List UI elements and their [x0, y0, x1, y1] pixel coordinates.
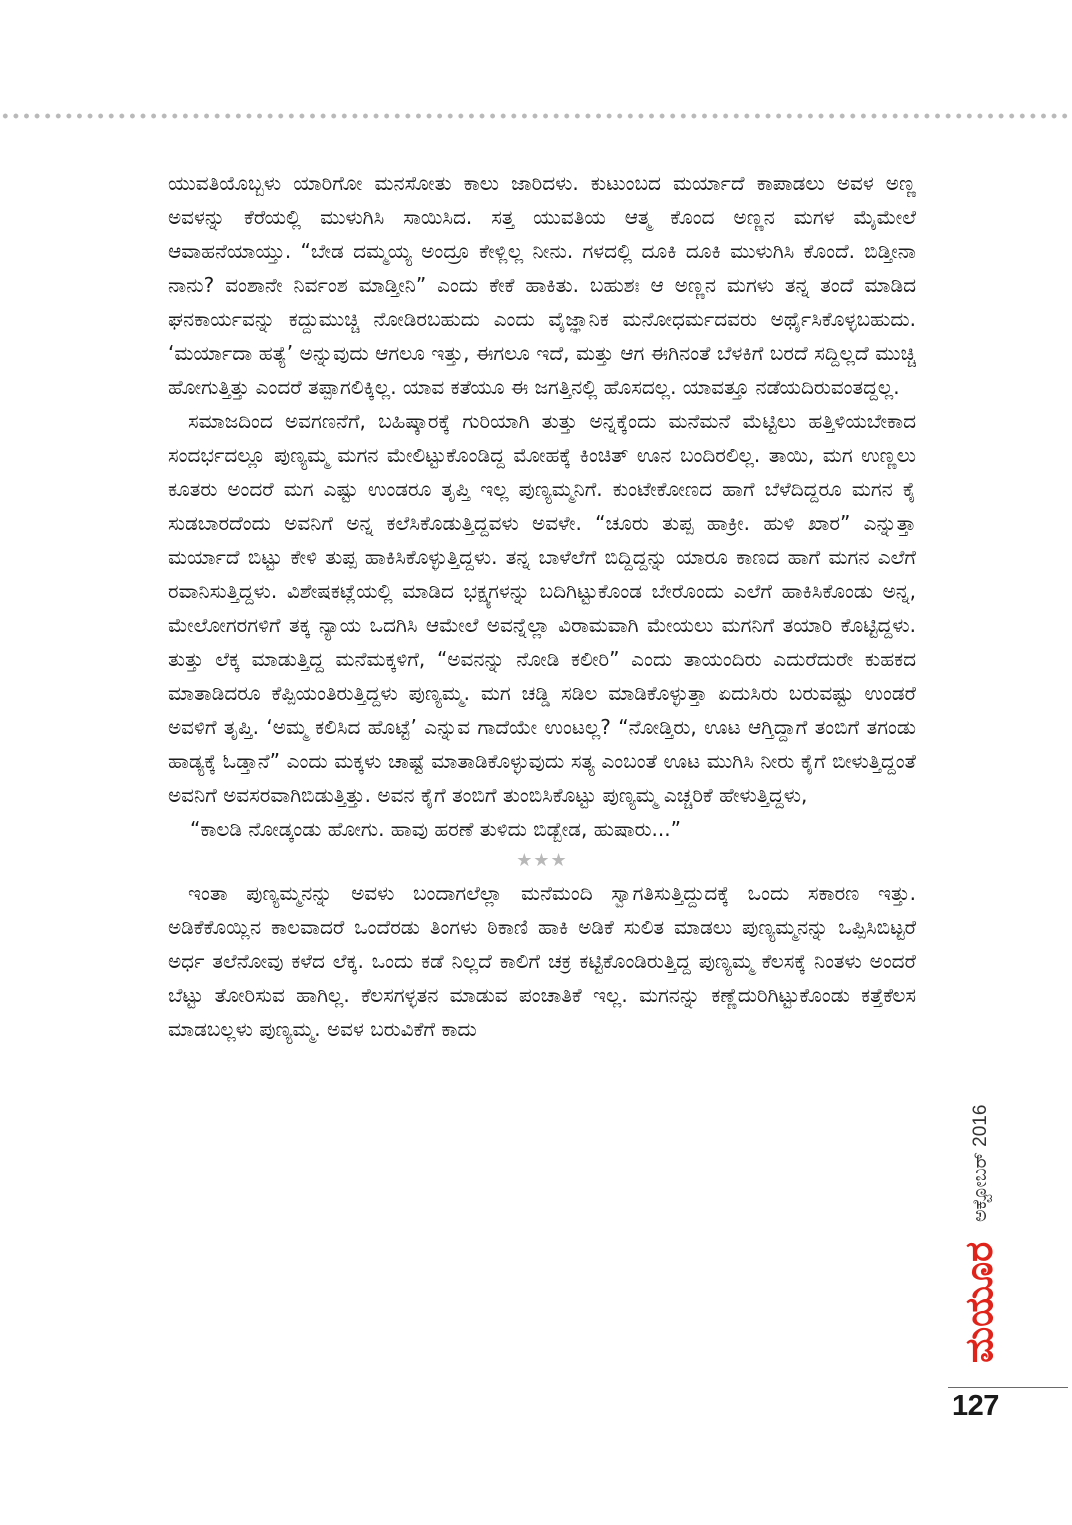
paragraph-1: ಯುವತಿಯೊಬ್ಬಳು ಯಾರಿಗೋ ಮನಸೋತು ಕಾಲು ಜಾರಿದಳು. ಕುಟುಂಬದ ಮರ್ಯಾದೆ ಕಾಪಾಡಲು ಅವಳ ಅಣ್ಣ ಅವಳನ್ನು ಕೆರೆಯಲ್ಲಿ ಮುಳುಗಿಸಿ ಸಾಯಿಸಿದ. ಸತ್ತ ಯುವತಿಯ ಆತ್ಮ ಕೊಂದ ಅಣ್ಣನ ಮಗಳ ಮೈಮೇಲೆ ಆವಾಹನೆಯಾಯ್ತು. “ಬೇಡ ದಮ್ಮಯ್ಯ ಅಂದ್ರೂ ಕೇಳ್ಲಿಲ್ಲ ನೀನು. ಗಳದಲ್ಲಿ ದೂಕಿ ದೂಕಿ ಮುಳುಗಿಸಿ ಕೊಂದೆ. ಬಿಡ್ತೀನಾ ನಾನು? ವಂಶಾನೇ ನಿರ್ವಂಶ ಮಾಡ್ತೀನಿ” ಎಂದು ಕೇಕೆ ಹಾಕಿತು. ಬಹುಶಃ ಆ ಅಣ್ಣನ ಮಗಳು ತನ್ನ ತಂದೆ ಮಾಡಿದ ಘನಕಾರ್ಯವನ್ನು ಕದ್ದುಮುಚ್ಚಿ ನೋಡಿರಬಹುದು ಎಂದು ವೈಜ್ಞಾನಿಕ ಮನೋಧರ್ಮದವರು ಅರ್ಥೈಸಿಕೊಳ್ಳಬಹುದು. ‘ಮರ್ಯಾದಾ ಹತ್ಯೆ’ ಅನ್ನುವುದು ಆಗಲೂ ಇತ್ತು, ಈಗಲೂ ಇದೆ, ಮತ್ತು ಆಗ ಈಗಿನಂತೆ ಬೆಳಕಿಗೆ ಬರದೆ ಸದ್ದಿಲ್ಲದೆ ಮುಚ್ಚಿ ಹೋಗುತ್ತಿತ್ತು ಎಂದರೆ ತಪ್ಪಾಗಲಿಕ್ಕಿಲ್ಲ. ಯಾವ ಕತೆಯೂ ಈ ಜಗತ್ತಿನಲ್ಲಿ ಹೊಸದಲ್ಲ. ಯಾವತ್ತೂ ನಡೆಯದಿರುವಂತದ್ದಲ್ಲ. — [168, 171, 916, 399]
paragraph-2: ಸಮಾಜದಿಂದ ಅವಗಣನೆಗೆ, ಬಹಿಷ್ಕಾರಕ್ಕೆ ಗುರಿಯಾಗಿ ತುತ್ತು ಅನ್ನಕ್ಕೆಂದು ಮನೆಮನೆ ಮೆಟ್ಟಿಲು ಹತ್ತಿಳಿಯಬೇಕಾದ ಸಂದರ್ಭದಲ್ಲೂ ಪುಣ್ಯಮ್ಮ ಮಗನ ಮೇಲಿಟ್ಟುಕೊಂಡಿದ್ದ ಮೋಹಕ್ಕೆ ಕಿಂಚಿತ್ ಊನ ಬಂದಿರಲಿಲ್ಲ. ತಾಯಿ, ಮಗ ಉಣ್ಣಲು ಕೂತರು ಅಂದರೆ ಮಗ ಎಷ್ಟು ಉಂಡರೂ ತೃಪ್ತಿ ಇಲ್ಲ ಪುಣ್ಯಮ್ಮನಿಗೆ. ಕುಂಟೇಕೋಣದ ಹಾಗೆ ಬೆಳೆದಿದ್ದರೂ ಮಗನ ಕೈ ಸುಡಬಾರದೆಂದು ಅವನಿಗೆ ಅನ್ನ ಕಲೆಸಿಕೊಡುತ್ತಿದ್ದವಳು ಅವಳೇ. “ಚೂರು ತುಪ್ಪ ಹಾಕ್ರೀ. ಹುಳಿ ಖಾರ” ಎನ್ನುತ್ತಾ ಮರ್ಯಾದೆ ಬಿಟ್ಟು ಕೇಳಿ ತುಪ್ಪ ಹಾಕಿಸಿಕೊಳ್ಳುತ್ತಿದ್ದಳು. ತನ್ನ ಬಾಳೆಲೆಗೆ ಬಿದ್ದಿದ್ದನ್ನು ಯಾರೂ ಕಾಣದ ಹಾಗೆ ಮಗನ ಎಲೆಗೆ ರವಾನಿಸುತ್ತಿದ್ದಳು. ವಿಶೇಷಕಟ್ಲೆಯಲ್ಲಿ ಮಾಡಿದ ಭಕ್ಷ್ಯಗಳನ್ನು ಬದಿಗಿಟ್ಟುಕೊಂಡ ಬೇರೊಂದು ಎಲೆಗೆ ಹಾಕಿಸಿಕೊಂಡು ಅನ್ನ, ಮೇಲೋಗರಗಳಿಗೆ ತಕ್ಕ ನ್ಯಾಯ ಒದಗಿಸಿ ಆಮೇಲೆ ಅವನ್ನೆಲ್ಲಾ ವಿರಾಮವಾಗಿ ಮೇಯಲು ಮಗನಿಗೆ ತಯಾರಿ ಕೊಟ್ಟಿದ್ದಳು. ತುತ್ತು ಲೆಕ್ಕ ಮಾಡುತ್ತಿದ್ದ ಮನೆಮಕ್ಕಳಿಗೆ, “ಅವನನ್ನು ನೋಡಿ ಕಲೀರಿ” ಎಂದು ತಾಯಂದಿರು ಎದುರೆದುರೇ ಕುಹಕದ ಮಾತಾಡಿದರೂ ಕೆಪ್ಪಿಯಂತಿರುತ್ತಿದ್ದಳು ಪುಣ್ಯಮ್ಮ. ಮಗ ಚಡ್ಡಿ ಸಡಿಲ ಮಾಡಿಕೊಳ್ಳುತ್ತಾ ಏದುಸಿರು ಬರುವಷ್ಟು ಉಂಡರೆ ಅವಳಿಗೆ ತೃಪ್ತಿ. ‘ಅಮ್ಮ ಕಲಿಸಿದ ಹೊಟ್ಟೆ’ ಎನ್ನುವ ಗಾದೆಯೇ ಉಂಟಲ್ಲ? “ನೋಡ್ತಿರು, ಊಟ ಆಗ್ತಿದ್ದಾಗೆ ತಂಬಿಗೆ ತಗಂಡು ಹಾಡ್ಯಕ್ಕೆ ಓಡ್ತಾನೆ” ಎಂದು ಮಕ್ಕಳು ಚಾಷ್ಟೆ ಮಾತಾಡಿಕೊಳ್ಳುವುದು ಸತ್ಯ ಎಂಬಂತೆ ಊಟ ಮುಗಿಸಿ ನೀರು ಕೈಗೆ ಬೀಳುತ್ತಿದ್ದಂತೆ ಅವನಿಗೆ ಅವಸರವಾಗಿಬಿಡುತ್ತಿತ್ತು. ಅವನ ಕೈಗೆ ತಂಬಿಗೆ ತುಂಬಿಸಿಕೊಟ್ಟು ಪುಣ್ಯಮ್ಮ ಎಚ್ಚರಿಕೆ ಹೇಳುತ್ತಿದ್ದಳು, — [168, 409, 916, 807]
dotted-top-border — [0, 112, 1072, 120]
issue-date: ಅಕ್ಟೋಬರ್ 2016 — [970, 1104, 991, 1222]
magazine-logo: ಮಯೂರ — [957, 1241, 1001, 1363]
section-separator: ★★★ — [516, 850, 568, 871]
article-body — [168, 166, 916, 1046]
paragraph-3: ಇಂತಾ ಪುಣ್ಯಮ್ಮನನ್ನು ಅವಳು ಬಂದಾಗಲೆಲ್ಲಾ ಮನೆಮಂದಿ ಸ್ವಾಗತಿಸುತ್ತಿದ್ದುದಕ್ಕೆ ಒಂದು ಸಕಾರಣ ಇತ್ತು. ಅಡಿಕೆಕೊಯ್ಲಿನ ಕಾಲವಾದರೆ ಒಂದೆರಡು ತಿಂಗಳು ಠಿಕಾಣಿ ಹಾಕಿ ಅಡಿಕೆ ಸುಲಿತ ಮಾಡಲು ಪುಣ್ಯಮ್ಮನನ್ನು ಒಪ್ಪಿಸಿಬಿಟ್ಟರೆ ಅರ್ಧ ತಲೆನೋವು ಕಳೆದ ಲೆಕ್ಕ. ಒಂದು ಕಡೆ ನಿಲ್ಲದೆ ಕಾಲಿಗೆ ಚಕ್ರ ಕಟ್ಟಿಕೊಂಡಿರುತ್ತಿದ್ದ ಪುಣ್ಯಮ್ಮ ಕೆಲಸಕ್ಕೆ ನಿಂತಳು ಅಂದರೆ ಬೆಟ್ಟು ತೋರಿಸುವ ಹಾಗಿಲ್ಲ. ಕೆಲಸಗಳ್ಳತನ ಮಾಡುವ ಪಂಚಾತಿಕೆ ಇಲ್ಲ. ಮಗನನ್ನು ಕಣ್ಣೆದುರಿಗಿಟ್ಟುಕೊಂಡು ಕತ್ತೆಕೆಲಸ ಮಾಡಬಲ್ಲಳು ಪುಣ್ಯಮ್ಮ. ಅವಳ ಬರುವಿಕೆಗೆ ಕಾದು — [168, 881, 916, 1041]
page-number: 127 — [952, 1390, 999, 1422]
dialogue-quote: “ಕಾಲಡಿ ನೋಡ್ಕಂಡು ಹೋಗು. ಹಾವು ಹರಣೆ ತುಳಿದು ಬಿಡ್ಬೇಡ, ಹುಷಾರು...” — [190, 817, 681, 841]
footer-rule — [948, 1387, 1068, 1388]
